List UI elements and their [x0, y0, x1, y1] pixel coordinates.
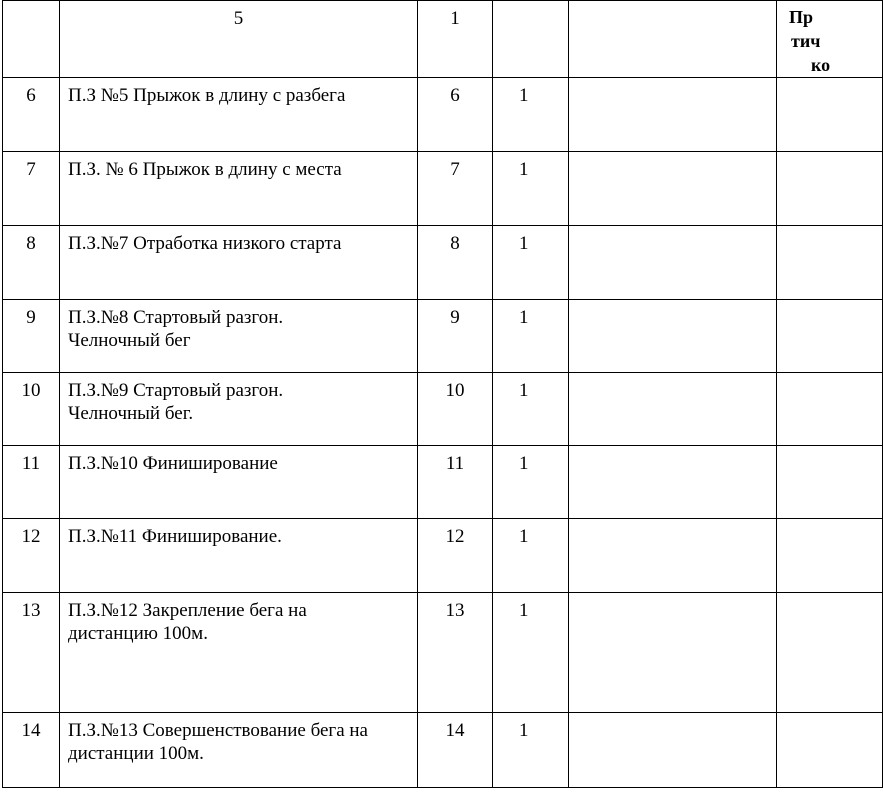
last-column-cell — [777, 152, 883, 226]
topic-cell — [60, 519, 418, 593]
last-column-cell — [777, 713, 883, 788]
last-column-cell — [777, 373, 883, 446]
count-cell: 1 — [493, 593, 569, 713]
count-cell: 1 — [493, 78, 569, 152]
table-row — [3, 446, 883, 519]
table-row — [3, 300, 883, 373]
count-cell: 1 — [493, 226, 569, 300]
table-row — [3, 226, 883, 300]
last-column-cell — [777, 446, 883, 519]
hours-cell: 6 — [418, 78, 493, 152]
topic-line: Челночный бег. — [68, 403, 194, 424]
row-number-cell — [3, 1, 60, 78]
header-count-cell — [493, 1, 569, 78]
empty-cell — [569, 593, 777, 713]
row-number-cell: 8 — [3, 226, 60, 300]
hours-cell: 8 — [418, 226, 493, 300]
count-cell: 1 — [493, 300, 569, 373]
hours-cell: 9 — [418, 300, 493, 373]
count-cell: 1 — [493, 713, 569, 788]
header-last-line: Пр — [789, 7, 814, 27]
hours-cell: 13 — [418, 593, 493, 713]
count-cell: 1 — [493, 519, 569, 593]
empty-cell — [569, 713, 777, 788]
topic-cell — [60, 593, 418, 713]
last-column-cell — [777, 300, 883, 373]
topic-line: дистанции 100м. — [68, 743, 204, 764]
hours-cell: 10 — [418, 373, 493, 446]
row-number-cell: 12 — [3, 519, 60, 593]
topic-line: дистанцию 100м. — [68, 623, 208, 644]
topic-line: Челночный бег — [68, 330, 191, 351]
table-row — [3, 152, 883, 226]
row-number-cell: 7 — [3, 152, 60, 226]
topic-line: П.З.№8 Стартовый разгон. — [68, 307, 284, 328]
last-column-cell — [777, 519, 883, 593]
lesson-plan-body — [3, 1, 883, 788]
table-row — [3, 78, 883, 152]
row-number-cell: 9 — [3, 300, 60, 373]
header-last-line: ко — [811, 55, 831, 75]
table-row — [3, 373, 883, 446]
table-row — [3, 1, 883, 78]
last-column-cell — [777, 593, 883, 713]
topic-cell — [60, 446, 418, 519]
topic-line: П.З.№13 Совершенствование бега на — [68, 720, 368, 741]
header-last-cell — [777, 1, 883, 78]
topic-cell — [60, 373, 418, 446]
topic-line: П.З №5 Прыжок в длину с разбега — [68, 85, 346, 106]
hours-cell: 7 — [418, 152, 493, 226]
empty-cell — [569, 300, 777, 373]
lesson-plan-table — [2, 0, 883, 788]
last-column-cell — [777, 78, 883, 152]
header-hours-cell: 1 — [418, 1, 493, 78]
hours-cell: 12 — [418, 519, 493, 593]
empty-cell — [569, 446, 777, 519]
empty-cell — [569, 373, 777, 446]
hours-cell: 11 — [418, 446, 493, 519]
empty-cell — [569, 152, 777, 226]
count-cell: 1 — [493, 373, 569, 446]
empty-cell — [569, 226, 777, 300]
topic-line: П.З.№10 Финиширование — [68, 453, 278, 474]
hours-cell: 14 — [418, 713, 493, 788]
topic-line: П.З.№7 Отработка низкого старта — [68, 233, 342, 254]
row-number-cell: 10 — [3, 373, 60, 446]
count-cell: 1 — [493, 152, 569, 226]
topic-cell — [60, 300, 418, 373]
header-last-line: тич — [791, 31, 821, 51]
empty-cell — [569, 519, 777, 593]
table-row — [3, 593, 883, 713]
topic-cell — [60, 226, 418, 300]
topic-cell — [60, 78, 418, 152]
header-number-cell: 5 — [60, 1, 418, 78]
last-column-cell — [777, 226, 883, 300]
empty-cell — [569, 78, 777, 152]
count-cell: 1 — [493, 446, 569, 519]
topic-line: П.З.№11 Финиширование. — [68, 526, 282, 547]
row-number-cell: 6 — [3, 78, 60, 152]
header-empty-cell — [569, 1, 777, 78]
topic-line: П.З.№12 Закрепление бега на — [68, 600, 307, 621]
table-row — [3, 713, 883, 788]
row-number-cell: 11 — [3, 446, 60, 519]
topic-cell — [60, 713, 418, 788]
table-row — [3, 519, 883, 593]
topic-line: П.З. № 6 Прыжок в длину с места — [68, 159, 342, 180]
topic-line: П.З.№9 Стартовый разгон. — [68, 380, 284, 401]
topic-cell — [60, 152, 418, 226]
row-number-cell: 13 — [3, 593, 60, 713]
row-number-cell: 14 — [3, 713, 60, 788]
